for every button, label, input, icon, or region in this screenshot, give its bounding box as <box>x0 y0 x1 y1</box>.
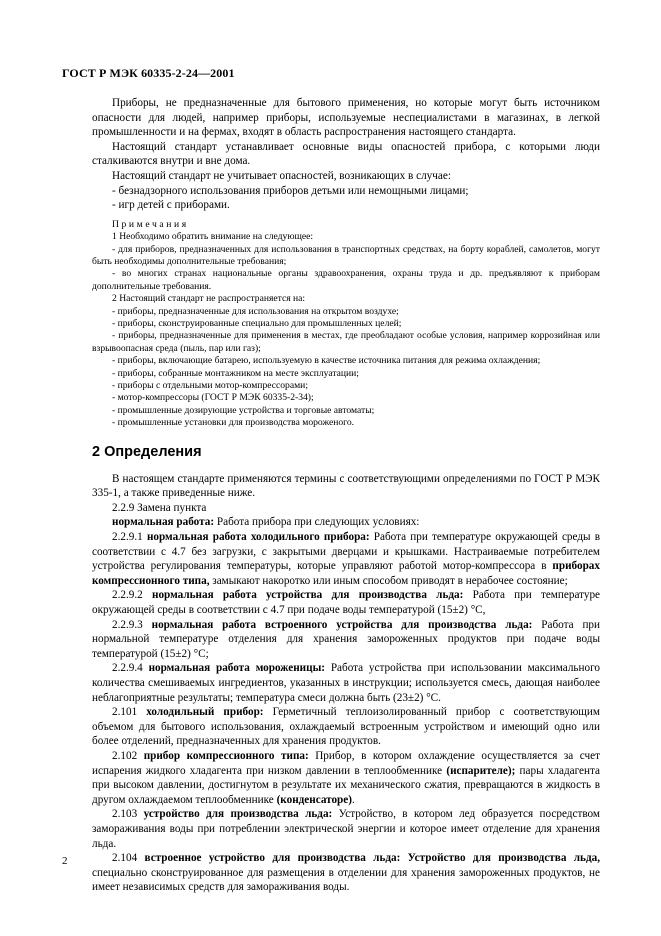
note-2-item: - промышленные установки для производства мороженого. <box>112 417 355 429</box>
clause-2-2-9-2 <box>92 588 600 617</box>
term: прибор компрессионного типа: <box>143 749 309 762</box>
intro-paragraph-3: Настоящий стандарт не учитывает опасностей, возникающих в случае: <box>112 169 451 182</box>
intro-list-item: - игр детей с приборами. <box>112 199 230 212</box>
notes-title: Примечания <box>112 218 189 230</box>
note-2-item: - приборы, сконструированные специально для промышленных целей; <box>112 318 402 329</box>
section-heading: 2 Определения <box>92 443 202 460</box>
clause-number: 2.2.9.1 <box>112 531 147 544</box>
intro-paragraph-2: Настоящий стандарт устанавливает основные виды опасностей прибора, с которыми люди сталкиваются внутри и вне дома. <box>92 140 600 168</box>
term: (испарителе); <box>446 764 516 777</box>
clause-2-103 <box>92 807 600 851</box>
clause-2-102 <box>92 749 600 807</box>
clause-2-2-9-1 <box>92 530 600 588</box>
clause-number: 2.102 <box>112 749 144 762</box>
definition: Работа при температуре окружающей среды в соответствии с 4.7 при подаче воды температурой (15±2) °С, <box>92 589 601 616</box>
definition: пары хладагента при высоком давлении, достигнутом в результате их механического сжатия, превращаются в жидкость в другом охлаждаемом теплообменнике <box>92 764 600 806</box>
note-2-item: - приборы, предназначенные для использования на открытом воздухе; <box>112 305 399 317</box>
clause-number: 2.2.9.3 <box>112 618 152 631</box>
clause-2-2-9-3 <box>92 618 600 662</box>
term: нормальная работа мороженицы: <box>148 662 326 675</box>
intro-paragraph-1: Приборы, не предназначенные для бытового применения, но которые могут быть источником опасности для людей, например приборы, используемые неспециалистами в магазинах, в легкой промышленности и на фермах, входят в область распространения настоящего стандарта. <box>92 97 600 139</box>
definition: Прибор, в котором охлаждение осуществляется за счет испарения жидкого хладагента при низком давлении в теплообменнике <box>92 749 600 777</box>
clause-2-2-9 <box>92 515 600 530</box>
term: нормальная работа: <box>112 516 215 529</box>
section-intro: В настоящем стандарте применяются термины с соответствующими определениями по ГОСТ Р МЭК 335-1, а также приведенные ниже. <box>92 472 600 500</box>
note-2-item: - приборы, включающие батарею, используемую в качестве источника питания для режима охлаждения; <box>112 355 541 367</box>
note-2-item: - приборы, собранные монтажником на месте эксплуатации; <box>112 367 359 379</box>
clause-number: 2.101 <box>112 706 147 719</box>
term: нормальная работа устройства для производства льда: <box>152 589 464 602</box>
intro-list-item: - безнадзорного использования приборов детьми или немощными лицами; <box>112 184 469 197</box>
term: (конденсаторе) <box>276 793 352 806</box>
term: холодильный прибор: <box>146 706 264 719</box>
note-2-item: - мотор-компрессоры (ГОСТ Р МЭК 60335-2-34); <box>112 392 314 404</box>
note-1-intro: 1 Необходимо обратить внимание на следующее: <box>112 231 314 243</box>
definition: . <box>351 793 355 806</box>
clause-number: 2.2.9.4 <box>112 662 149 675</box>
term: устройство для производства льда: <box>143 808 333 821</box>
definition: Герметичный теплоизолированный прибор с соответствующим объемом для бытового использования, охлаждаемый встроенным устройством и имеющий одно или более отделений, предназначенных для хранения продуктов. <box>92 706 600 748</box>
definition: Работа устройства при использовании максимального количества смешиваемых ингредиентов, указанных в инструкции; используется смесь, дающая наиболее неблагоприятные результаты; температура смеси должна быть (23±2) °С. <box>92 662 600 704</box>
standard-header: ГОСТ Р МЭК 60335-2-24—2001 <box>62 66 235 80</box>
definition: замыкают накоротко или иным способом приводят в нерабочее состояние; <box>209 574 568 587</box>
clause-2-104 <box>92 851 600 895</box>
definition: Работа при температуре окружающей среды в соответствии с 4.7 без загрузки, с закрытыми дверцами и крышками. Настраиваемые потребителем устройства регулирования температуры, которые управляют работой мотор-компрессора в <box>92 531 600 573</box>
definition: Устройство, в котором лед образуется посредством замораживания воды при потреблении электрической энергии и которое имеет отделение для хранения льда. <box>92 808 601 850</box>
page-content <box>92 96 600 895</box>
note-2-item: - промышленные дозирующие устройства и торговые автоматы; <box>112 404 375 416</box>
definition: специально сконструированное для размещения в отделении для хранения замороженных продуктов, не имеет независимых средств для замораживания воды. <box>92 866 600 894</box>
clause-2-2-9-title: 2.2.9 Замена пункта <box>112 501 207 514</box>
term: нормальная работа холодильного прибора: <box>146 531 370 544</box>
term: нормальная работа встроенного устройства для производства льда: <box>151 618 533 631</box>
note-2-intro: 2 Настоящий стандарт не распространяется на: <box>112 293 306 305</box>
clause-number: 2.2.9.2 <box>112 589 153 602</box>
note-2-item: - приборы, предназначенные для применения в местах, где преобладают особые условия, например коррозийная или взрывоопасная среда (пыль, пар или газ); <box>92 330 600 354</box>
note-2-item: - приборы с отдельными мотор-компрессорами; <box>112 380 308 392</box>
definition: Работа прибора при следующих условиях: <box>214 516 420 529</box>
clause-number: 2.104 <box>112 852 145 865</box>
note-1-item: - для приборов, предназначенных для использования в транспортных средствах, на борту кораблей, самолетов, могут быть необходимы дополнительные требования; <box>92 243 600 267</box>
clause-number: 2.103 <box>112 808 144 821</box>
note-1-item: - во многих странах национальные органы здравоохранения, охраны труда и др. предъявляют к приборам дополнительные требования. <box>92 268 600 292</box>
clause-2-101 <box>92 705 600 749</box>
term: встроенное устройство для производства льда: Устройство для производства льда, <box>144 852 600 865</box>
term: приборах компрессионного типа, <box>92 560 600 587</box>
page-number: 2 <box>62 855 68 867</box>
definition: Работа при нормальной температуре отделения для хранения замороженных продуктов при подаче воды температурой (15±2) °С; <box>92 618 601 660</box>
clause-2-2-9-4 <box>92 661 600 705</box>
